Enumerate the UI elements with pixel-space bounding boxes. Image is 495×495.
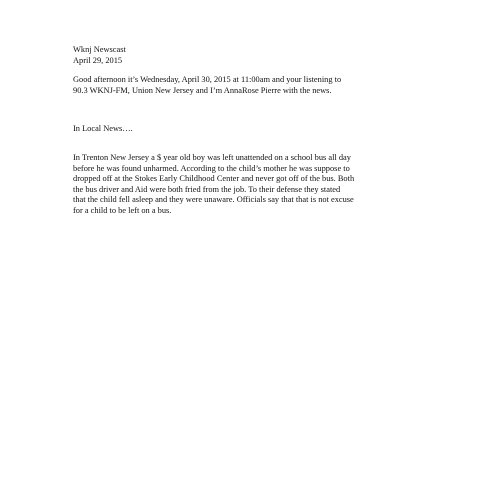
intro-paragraph [73, 75, 433, 96]
story-line: the bus driver and Aid were both fried from the job. To their defense they stated [73, 184, 341, 194]
intro-line: Good afternoon it’s Wednesday, April 30, 2015 at 11:00am and your listening to [73, 75, 342, 84]
story-line: that the child fell asleep and they were unaware. Officials say that that is not excuse [73, 195, 354, 205]
local-news-heading: In Local News…. [73, 124, 133, 133]
story-line: before he was found unharmed. According to the child’s mother he was suppose to [73, 163, 350, 173]
document-date: April 29, 2015 [73, 55, 123, 65]
document-header [73, 45, 433, 66]
story-paragraph [73, 153, 433, 217]
station-name: Wknj Newscast [73, 45, 126, 54]
intro-line: 90.3 WKNJ-FM, Union New Jersey and I’m AnnaRose Pierre with the news. [73, 85, 332, 95]
story-line: for a child to be left on a bus. [73, 205, 172, 215]
section-heading [73, 124, 433, 135]
story-line: In Trenton New Jersey a $ year old boy was left unattended on a school bus all day [73, 153, 351, 162]
story-line: dropped off at the Stokes Early Childhood Center and never got off of the bus. Both [73, 174, 355, 184]
